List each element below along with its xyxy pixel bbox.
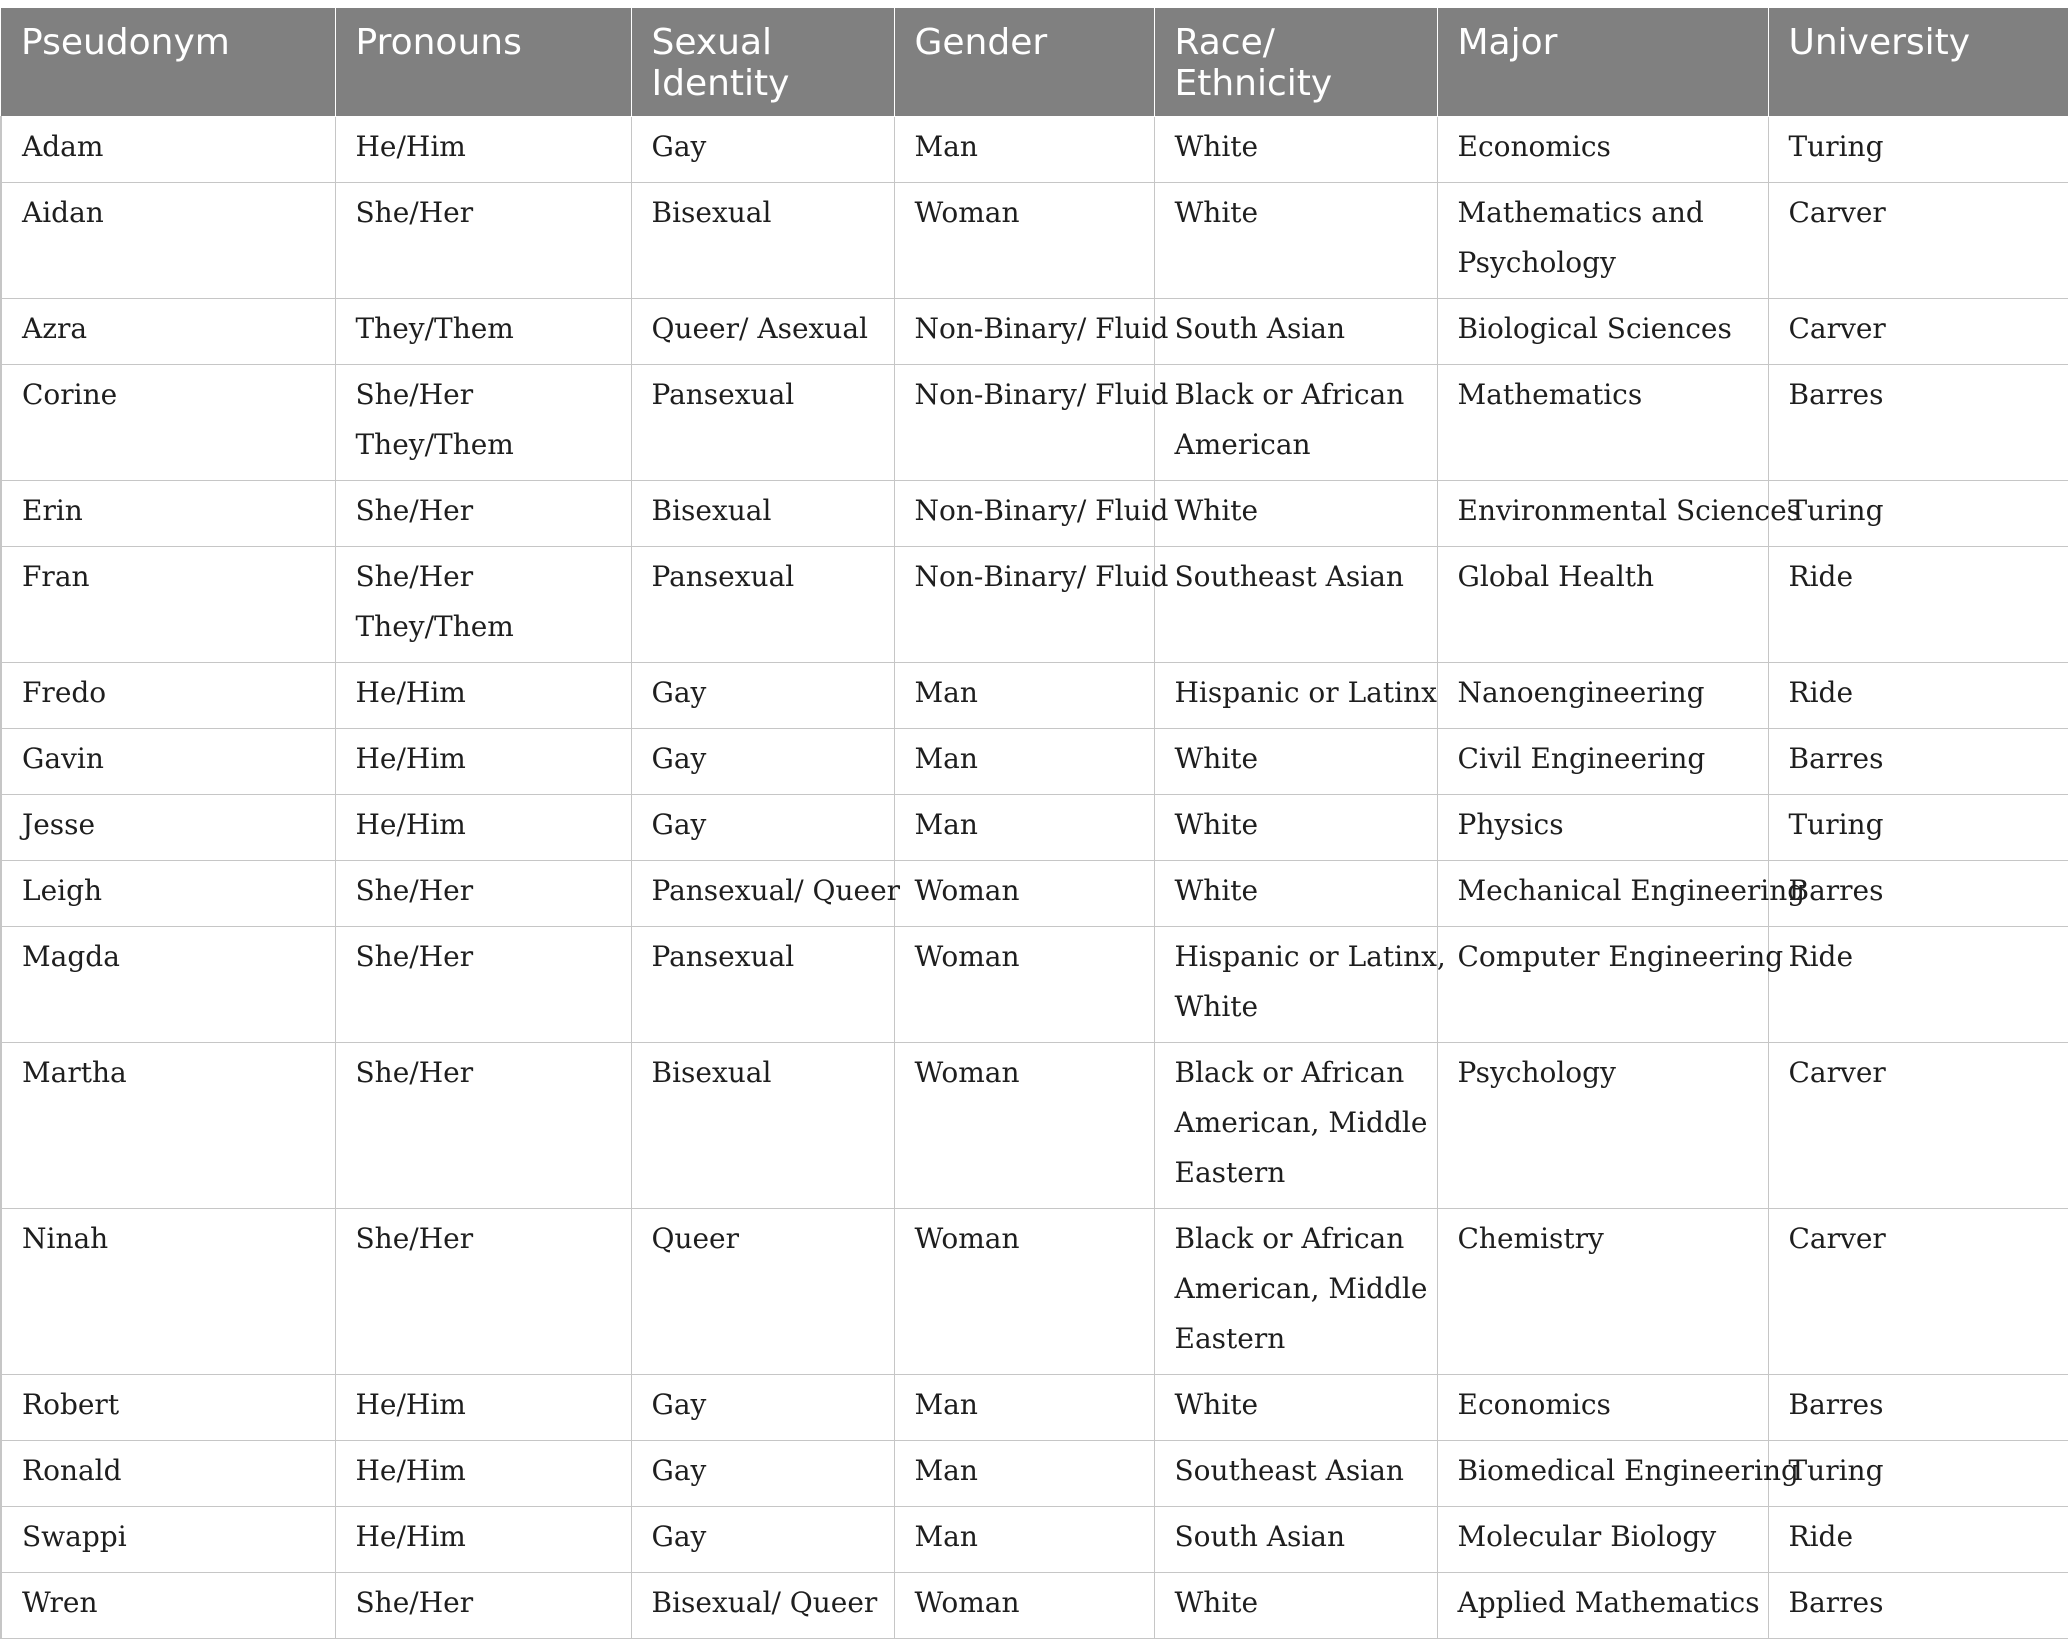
table-row [1, 117, 2068, 183]
cell-pseudonym [1, 663, 335, 729]
cell-text: Eastern [1174, 1156, 1286, 1189]
cell-text: Sexual [651, 22, 773, 63]
cell-text: University [1788, 22, 1971, 63]
cell-race-ethnicity [1154, 117, 1437, 183]
cell-university [1768, 183, 2068, 299]
cell-gender [894, 365, 1169, 481]
cell-text: Barres [1788, 874, 1884, 907]
cell-major [1437, 663, 1768, 729]
cell-text: Man [914, 676, 978, 709]
cell-text: Turing [1788, 130, 1884, 163]
cell-text: White [1174, 1388, 1259, 1421]
cell-sexual-identity [631, 365, 894, 481]
cell-text: Environmental Sciences [1457, 494, 1802, 527]
cell-text: Gay [651, 742, 707, 775]
cell-text: Man [914, 742, 978, 775]
cell-gender [894, 861, 1154, 927]
cell-race-ethnicity [1154, 795, 1437, 861]
header-major [1437, 8, 1768, 117]
cell-university [1768, 547, 2068, 663]
cell-text: She/Her [355, 494, 474, 527]
cell-text: She/Her [355, 874, 474, 907]
cell-university [1768, 1441, 2068, 1507]
table-row [1, 729, 2068, 795]
cell-text: Azra [22, 312, 88, 345]
cell-text: He/Him [355, 130, 466, 163]
cell-pseudonym [1, 299, 335, 365]
cell-pseudonym [1, 547, 335, 663]
cell-text: She/Her [355, 560, 474, 593]
cell-text: Non-Binary/ Fluid [914, 560, 1169, 593]
cell-text: Hispanic or Latinx, [1174, 940, 1446, 973]
header-pronouns [335, 8, 631, 117]
cell-pronouns [335, 1507, 631, 1573]
cell-major [1437, 927, 1784, 1043]
cell-gender [894, 481, 1169, 547]
cell-race-ethnicity [1154, 1441, 1437, 1507]
cell-text: Biological Sciences [1457, 312, 1732, 345]
cell-text: Applied Mathematics [1457, 1586, 1760, 1619]
cell-pronouns [335, 729, 631, 795]
cell-text: She/Her [355, 940, 474, 973]
cell-pseudonym [1, 481, 335, 547]
cell-text: They/Them [355, 428, 514, 461]
cell-university [1768, 1573, 2068, 1639]
cell-text: Jesse [22, 808, 96, 841]
cell-text: He/Him [355, 676, 466, 709]
cell-pronouns [335, 117, 631, 183]
table-row [1, 1375, 2068, 1441]
table-row [1, 861, 2068, 927]
cell-race-ethnicity [1154, 1209, 1437, 1375]
cell-text: Turing [1788, 808, 1884, 841]
cell-race-ethnicity [1154, 1573, 1437, 1639]
cell-pseudonym [1, 1375, 335, 1441]
cell-pronouns [335, 927, 631, 1043]
cell-text: Pseudonym [21, 22, 230, 63]
cell-text: Pronouns [355, 22, 522, 63]
cell-text: Carver [1788, 1056, 1886, 1089]
cell-gender [894, 1573, 1154, 1639]
cell-text: Gay [651, 1454, 707, 1487]
cell-pseudonym [1, 1573, 335, 1639]
cell-major [1437, 117, 1768, 183]
cell-text: Gay [651, 808, 707, 841]
table-row [1, 795, 2068, 861]
cell-sexual-identity [631, 481, 894, 547]
cell-pseudonym [1, 365, 335, 481]
cell-major [1437, 365, 1768, 481]
cell-text: Gay [651, 676, 707, 709]
table-row [1, 1441, 2068, 1507]
header-row [1, 8, 2068, 117]
cell-sexual-identity [631, 1043, 894, 1209]
cell-major [1437, 1209, 1768, 1375]
cell-university [1768, 795, 2068, 861]
cell-race-ethnicity [1154, 663, 1437, 729]
cell-major [1437, 861, 1806, 927]
cell-university [1768, 861, 2068, 927]
cell-text: Bisexual [651, 494, 772, 527]
cell-pseudonym [1, 729, 335, 795]
cell-major [1437, 1441, 1799, 1507]
cell-text: She/Her [355, 378, 474, 411]
cell-text: Man [914, 1388, 978, 1421]
cell-text: Fredo [22, 676, 107, 709]
table-row [1, 1573, 2068, 1639]
cell-text: She/Her [355, 1056, 474, 1089]
cell-text: Robert [22, 1388, 120, 1421]
cell-race-ethnicity [1154, 299, 1437, 365]
cell-pseudonym [1, 183, 335, 299]
cell-text: Woman [914, 874, 1020, 907]
cell-major [1437, 183, 1768, 299]
cell-text: Ninah [22, 1222, 109, 1255]
cell-text: Race/ [1174, 22, 1275, 63]
cell-text: Mathematics [1457, 378, 1643, 411]
table-row [1, 547, 2068, 663]
cell-text: Black or African [1174, 378, 1405, 411]
cell-text: Eastern [1174, 1322, 1286, 1355]
cell-gender [894, 299, 1169, 365]
cell-sexual-identity [631, 1507, 894, 1573]
cell-text: Physics [1457, 808, 1564, 841]
cell-text: Aidan [22, 196, 104, 229]
cell-pronouns [335, 861, 631, 927]
cell-text: White [1174, 494, 1259, 527]
cell-text: Carver [1788, 312, 1886, 345]
table-header [1, 8, 2068, 117]
cell-text: Woman [914, 940, 1020, 973]
cell-text: Non-Binary/ Fluid [914, 378, 1169, 411]
cell-pseudonym [1, 1507, 335, 1573]
cell-text: Mathematics and [1457, 196, 1704, 229]
cell-text: Swappi [22, 1520, 127, 1553]
cell-text: Martha [22, 1056, 127, 1089]
cell-sexual-identity [631, 299, 894, 365]
cell-text: He/Him [355, 1520, 466, 1553]
cell-text: Queer [651, 1222, 740, 1255]
cell-text: Non-Binary/ Fluid [914, 494, 1169, 527]
cell-text: Woman [914, 1222, 1020, 1255]
cell-text: Biomedical Engineering [1457, 1454, 1799, 1487]
cell-pronouns [335, 365, 631, 481]
cell-pronouns [335, 481, 631, 547]
cell-sexual-identity [631, 117, 894, 183]
cell-sexual-identity [631, 663, 894, 729]
table-row [1, 1507, 2068, 1573]
cell-text: Gay [651, 130, 707, 163]
cell-sexual-identity [631, 1573, 894, 1639]
cell-text: Carver [1788, 196, 1886, 229]
cell-text: Economics [1457, 130, 1611, 163]
cell-sexual-identity [631, 861, 901, 927]
cell-text: Carver [1788, 1222, 1886, 1255]
cell-major [1437, 1507, 1768, 1573]
cell-race-ethnicity [1154, 729, 1437, 795]
cell-text: Man [914, 808, 978, 841]
cell-pronouns [335, 547, 631, 663]
cell-race-ethnicity [1154, 1375, 1437, 1441]
cell-text: Molecular Biology [1457, 1520, 1717, 1553]
cell-text: Bisexual/ Queer [651, 1586, 878, 1619]
cell-text: Ethnicity [1174, 63, 1333, 104]
cell-text: He/Him [355, 742, 466, 775]
cell-university [1768, 365, 2068, 481]
cell-gender [894, 1209, 1154, 1375]
cell-text: American, Middle [1174, 1272, 1428, 1305]
cell-university [1768, 1043, 2068, 1209]
cell-sexual-identity [631, 729, 894, 795]
cell-race-ethnicity [1154, 183, 1437, 299]
cell-text: White [1174, 874, 1259, 907]
cell-race-ethnicity [1154, 927, 1446, 1043]
cell-gender [894, 183, 1154, 299]
cell-sexual-identity [631, 795, 894, 861]
cell-text: Woman [914, 196, 1020, 229]
cell-text: Barres [1788, 1586, 1884, 1619]
cell-text: Man [914, 1520, 978, 1553]
cell-text: Gay [651, 1388, 707, 1421]
table-row [1, 1043, 2068, 1209]
cell-text: Pansexual [651, 940, 795, 973]
cell-gender [894, 729, 1154, 795]
cell-text: Turing [1788, 494, 1884, 527]
table-row [1, 299, 2068, 365]
table-row [1, 183, 2068, 299]
cell-text: Barres [1788, 378, 1884, 411]
cell-text: Ride [1788, 940, 1854, 973]
cell-pronouns [335, 1441, 631, 1507]
header-gender [894, 8, 1154, 117]
cell-text: Economics [1457, 1388, 1611, 1421]
cell-major [1437, 1573, 1768, 1639]
cell-text: Ride [1788, 676, 1854, 709]
cell-gender [894, 663, 1154, 729]
cell-sexual-identity [631, 183, 894, 299]
cell-pronouns [335, 663, 631, 729]
cell-text: White [1174, 990, 1259, 1023]
cell-gender [894, 547, 1169, 663]
cell-race-ethnicity [1154, 547, 1437, 663]
cell-pronouns [335, 183, 631, 299]
cell-race-ethnicity [1154, 481, 1437, 547]
cell-university [1768, 299, 2068, 365]
cell-text: Turing [1788, 1454, 1884, 1487]
cell-text: She/Her [355, 1222, 474, 1255]
cell-text: Erin [22, 494, 83, 527]
cell-major [1437, 1375, 1768, 1441]
cell-text: Pansexual [651, 378, 795, 411]
cell-text: Global Health [1457, 560, 1655, 593]
cell-text: American [1174, 428, 1311, 461]
cell-text: He/Him [355, 808, 466, 841]
cell-university [1768, 927, 2068, 1043]
cell-text: Barres [1788, 742, 1884, 775]
cell-text: Computer Engineering [1457, 940, 1784, 973]
cell-race-ethnicity [1154, 1043, 1437, 1209]
cell-major [1437, 481, 1802, 547]
cell-text: Hispanic or Latinx [1174, 676, 1437, 709]
cell-text: Psychology [1457, 1056, 1616, 1089]
cell-sexual-identity [631, 1375, 894, 1441]
cell-text: Mechanical Engineering [1457, 874, 1806, 907]
cell-university [1768, 481, 2068, 547]
cell-race-ethnicity [1154, 365, 1437, 481]
cell-sexual-identity [631, 1209, 894, 1375]
cell-text: Southeast Asian [1174, 560, 1404, 593]
cell-text: Non-Binary/ Fluid [914, 312, 1169, 345]
cell-major [1437, 299, 1768, 365]
table-row [1, 481, 2068, 547]
cell-text: Gavin [22, 742, 104, 775]
cell-pseudonym [1, 861, 335, 927]
cell-text: White [1174, 196, 1259, 229]
cell-pseudonym [1, 795, 335, 861]
header-race-ethnicity [1154, 8, 1437, 117]
cell-pronouns [335, 299, 631, 365]
table-row [1, 927, 2068, 1043]
cell-text: He/Him [355, 1388, 466, 1421]
cell-text: Ride [1788, 560, 1854, 593]
cell-sexual-identity [631, 927, 894, 1043]
cell-gender [894, 795, 1154, 861]
cell-text: Black or African [1174, 1222, 1405, 1255]
table-container [0, 8, 2068, 1639]
cell-pseudonym [1, 1209, 335, 1375]
cell-text: White [1174, 808, 1259, 841]
cell-text: Ronald [22, 1454, 122, 1487]
cell-text: He/Him [355, 1454, 466, 1487]
cell-text: She/Her [355, 1586, 474, 1619]
cell-text: South Asian [1174, 312, 1346, 345]
cell-pseudonym [1, 117, 335, 183]
cell-major [1437, 1043, 1768, 1209]
cell-text: Ride [1788, 1520, 1854, 1553]
cell-gender [894, 1375, 1154, 1441]
cell-text: Pansexual/ Queer [651, 874, 901, 907]
cell-text: Man [914, 1454, 978, 1487]
cell-text: Pansexual [651, 560, 795, 593]
cell-gender [894, 1507, 1154, 1573]
cell-text: They/Them [355, 610, 514, 643]
cell-pseudonym [1, 1441, 335, 1507]
cell-university [1768, 1209, 2068, 1375]
cell-text: Barres [1788, 1388, 1884, 1421]
cell-text: Fran [22, 560, 90, 593]
cell-text: Black or African [1174, 1056, 1405, 1089]
cell-text: Major [1457, 22, 1558, 63]
cell-university [1768, 117, 2068, 183]
cell-text: She/Her [355, 196, 474, 229]
cell-text: Queer/ Asexual [651, 312, 868, 345]
cell-text: Man [914, 130, 978, 163]
cell-text: Corine [22, 378, 118, 411]
cell-text: Gender [914, 22, 1048, 63]
cell-text: Civil Engineering [1457, 742, 1706, 775]
table-body [1, 117, 2068, 1639]
cell-text: Adam [22, 130, 104, 163]
cell-major [1437, 729, 1768, 795]
cell-gender [894, 927, 1154, 1043]
cell-race-ethnicity [1154, 1507, 1437, 1573]
cell-text: White [1174, 1586, 1259, 1619]
cell-text: They/Them [355, 312, 514, 345]
table-row [1, 1209, 2068, 1375]
cell-sexual-identity [631, 547, 894, 663]
cell-text: Leigh [22, 874, 103, 907]
table-row [1, 663, 2068, 729]
cell-text: White [1174, 742, 1259, 775]
cell-text: Chemistry [1457, 1222, 1604, 1255]
cell-pronouns [335, 1209, 631, 1375]
header-pseudonym [1, 8, 335, 117]
cell-text: American, Middle [1174, 1106, 1428, 1139]
cell-major [1437, 795, 1768, 861]
cell-text: Woman [914, 1586, 1020, 1619]
cell-gender [894, 117, 1154, 183]
cell-text: Wren [22, 1586, 98, 1619]
cell-pseudonym [1, 1043, 335, 1209]
cell-text: Psychology [1457, 246, 1616, 279]
cell-text: Magda [22, 940, 120, 973]
cell-pseudonym [1, 927, 335, 1043]
cell-text: White [1174, 130, 1259, 163]
cell-university [1768, 729, 2068, 795]
cell-text: Woman [914, 1056, 1020, 1089]
cell-sexual-identity [631, 1441, 894, 1507]
cell-pronouns [335, 795, 631, 861]
cell-university [1768, 663, 2068, 729]
cell-text: Identity [651, 63, 790, 104]
cell-pronouns [335, 1375, 631, 1441]
cell-text: South Asian [1174, 1520, 1346, 1553]
cell-university [1768, 1375, 2068, 1441]
cell-gender [894, 1043, 1154, 1209]
cell-university [1768, 1507, 2068, 1573]
cell-race-ethnicity [1154, 861, 1437, 927]
cell-text: Nanoengineering [1457, 676, 1705, 709]
header-sexual-identity [631, 8, 894, 117]
participants-table [0, 8, 2068, 1639]
cell-text: Gay [651, 1520, 707, 1553]
cell-gender [894, 1441, 1154, 1507]
cell-pronouns [335, 1573, 631, 1639]
cell-text: Bisexual [651, 1056, 772, 1089]
cell-text: Bisexual [651, 196, 772, 229]
header-university [1768, 8, 2068, 117]
cell-text: Southeast Asian [1174, 1454, 1404, 1487]
table-row [1, 365, 2068, 481]
cell-pronouns [335, 1043, 631, 1209]
cell-major [1437, 547, 1768, 663]
